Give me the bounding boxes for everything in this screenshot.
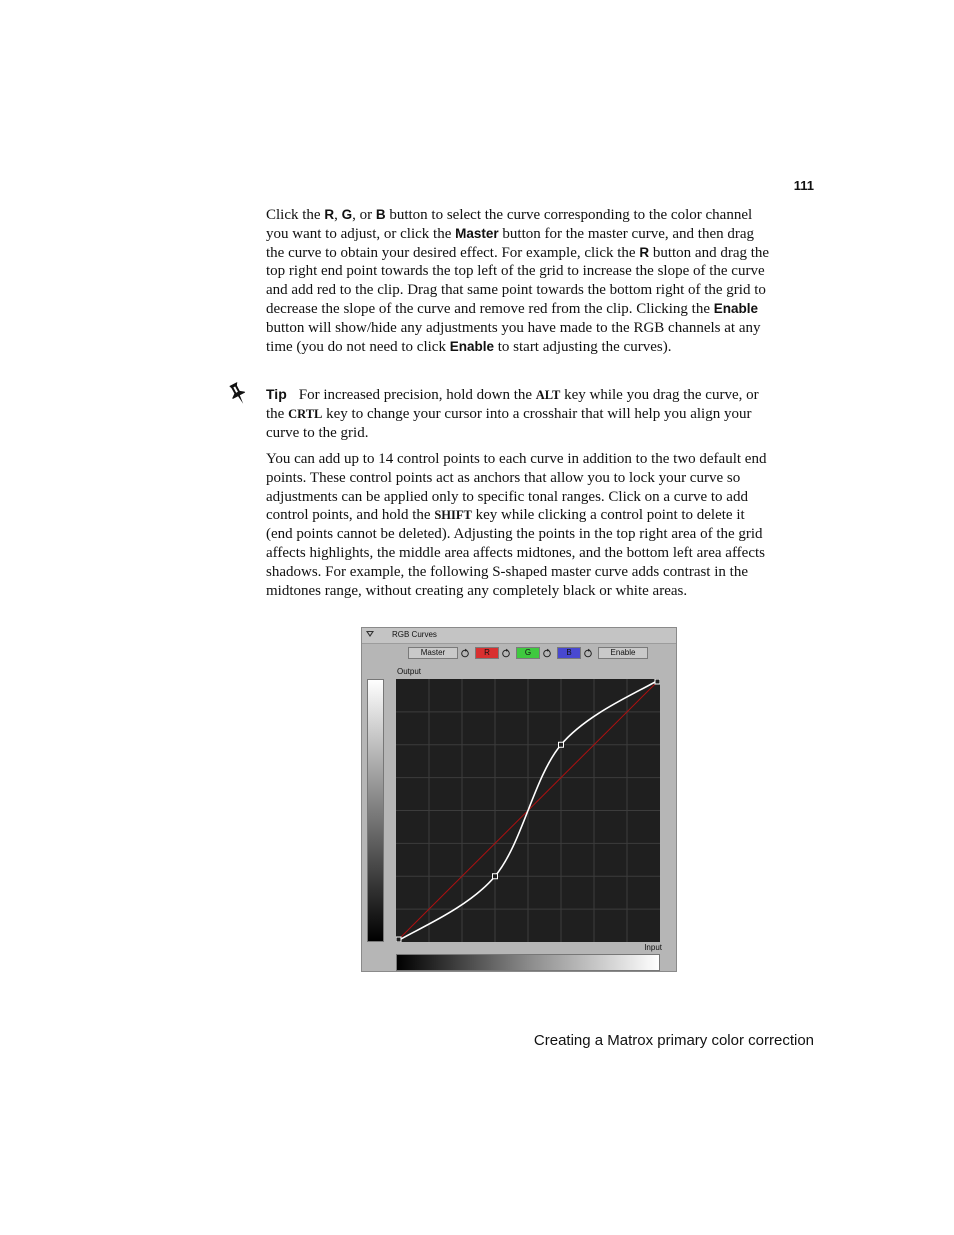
control-point[interactable]: [559, 742, 564, 747]
collapse-triangle-icon[interactable]: [366, 631, 374, 637]
tip-label: Tip: [266, 386, 287, 402]
reset-icon[interactable]: [460, 648, 470, 658]
reset-icon[interactable]: [542, 648, 552, 658]
curve-grid[interactable]: [396, 679, 660, 942]
input-axis-label: Input: [644, 943, 662, 952]
input-gradient-bar: [396, 954, 660, 971]
reset-icon[interactable]: [583, 648, 593, 658]
panel-title: RGB Curves: [392, 630, 437, 639]
page-footer: Creating a Matrox primary color correction: [533, 1032, 814, 1049]
control-point[interactable]: [493, 874, 498, 879]
paragraph-control-points: You can add up to 14 control points to each curve in addition to the two default end points. These control points act as anchors that allow you to lock your curve so adjustments can be applied only to specific tonal ranges. Click on a curve to add control points, and hold the SHIFT key while clicking a control point to delete it (end points cannot be deleted). Adjusting the points in the top right area of the grid affects highlights, the middle area affects midtones, and the bottom left area affects shadows. For example, the following S-shaped master curve adds contrast in the midtones range, without creating any completely black or white areas.: [266, 451, 767, 599]
control-point[interactable]: [396, 937, 401, 942]
panel-header: [362, 628, 676, 644]
b-button[interactable]: B: [557, 647, 581, 659]
paragraph-channel-buttons: Click the R, G, or B button to select the curve corresponding to the color channel you want to adjust, or click the Master button for the master curve, and then drag the curve to obtain your desired effect. For example, click the R button and drag the top right end point towards the top left of the grid to increase the slope of the curve and add red to the clip. Drag that same point towards the bottom right of the grid to decrease the slope of the curve and remove red from the clip. Clicking the Enable button will show/hide any adjustments you have made to the RGB channels at any time (you do not need to click Enable to start adjusting the curves).: [266, 207, 770, 355]
enable-button[interactable]: Enable: [598, 647, 648, 659]
g-button[interactable]: G: [516, 647, 540, 659]
reset-icon[interactable]: [501, 648, 511, 658]
page-number: 111: [793, 178, 814, 193]
tip-paragraph: Tip For increased precision, hold down the ALT key while you drag the curve, or the CRTL key to change your cursor into a crosshair that will help you align your curve to the grid.: [266, 386, 759, 441]
r-button[interactable]: R: [475, 647, 499, 659]
pushpin-icon: [228, 381, 248, 407]
rgb-curves-panel: [361, 627, 677, 972]
output-axis-label: Output: [397, 667, 422, 676]
control-point[interactable]: [655, 679, 660, 684]
output-gradient-bar: [367, 679, 384, 942]
master-button[interactable]: Master: [408, 647, 458, 659]
